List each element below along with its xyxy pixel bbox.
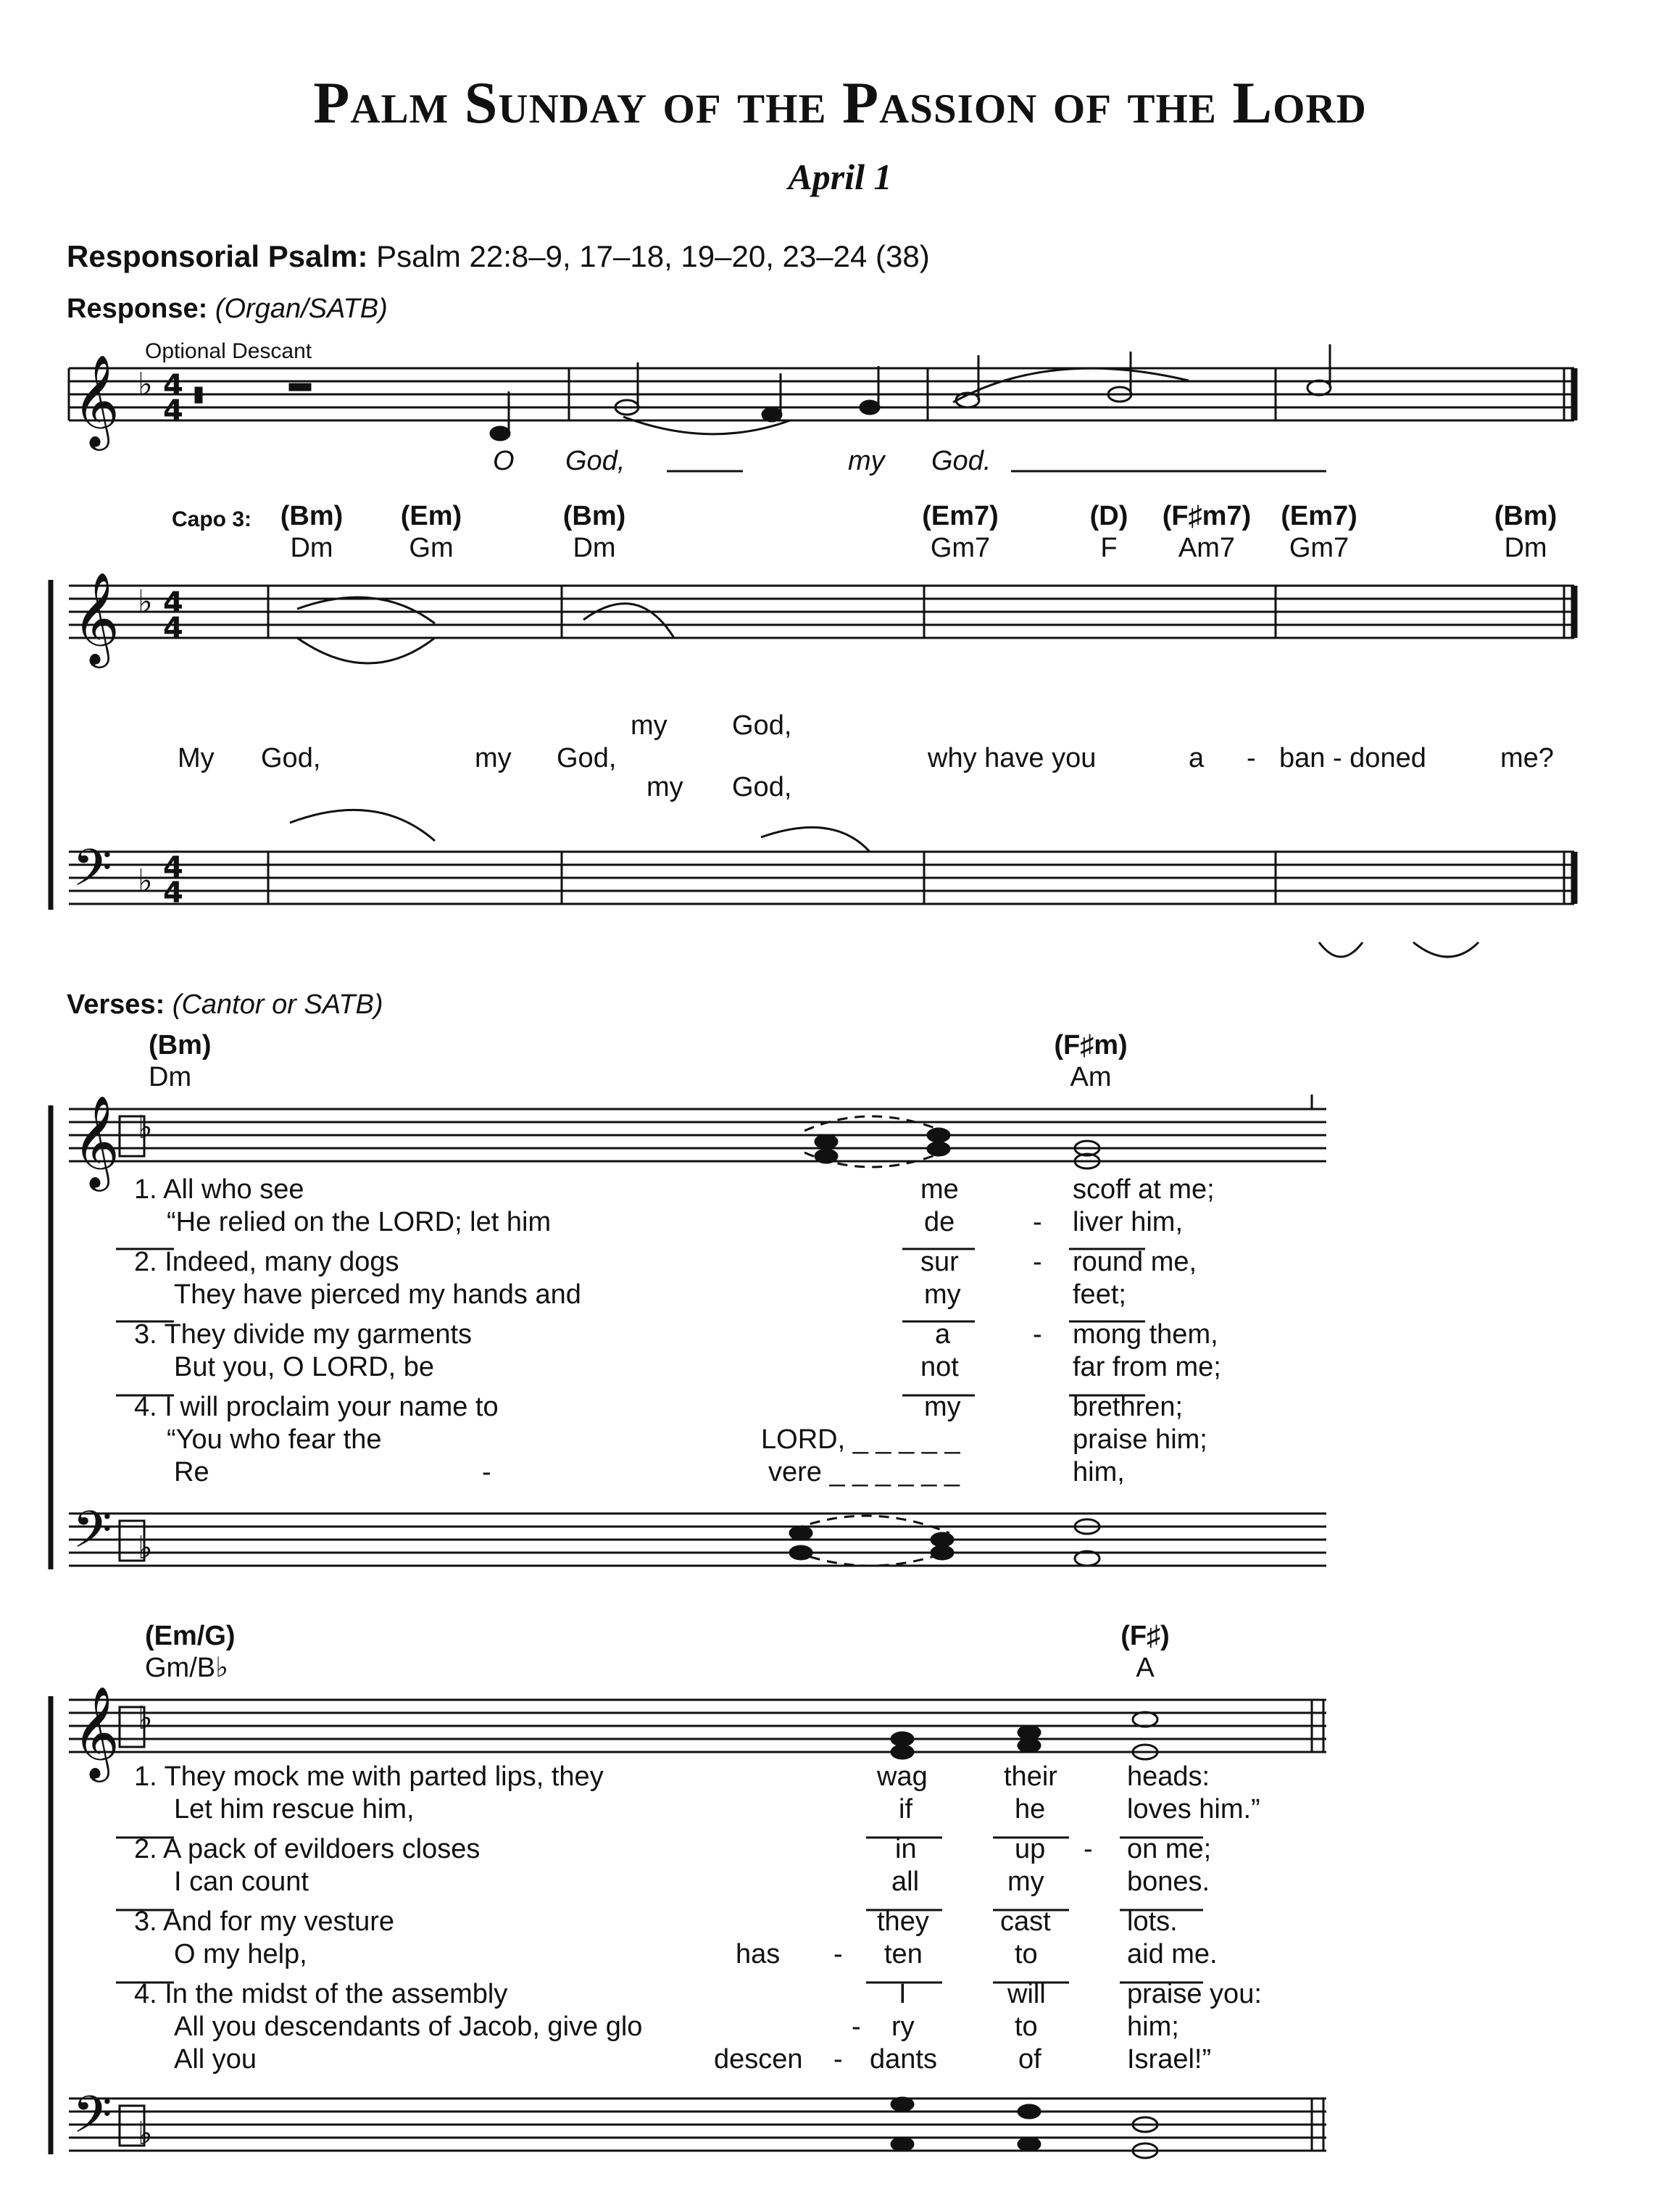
verse-syllable: de: [924, 1207, 955, 1237]
verse-line: 1. They mock me with parted lips, they: [134, 1761, 604, 1792]
flat-icon: ♭: [138, 2115, 153, 2152]
verse-line: Re: [174, 1457, 209, 1487]
lyric-lower: God,: [732, 772, 792, 802]
verse-line: “You who fear the: [167, 1424, 382, 1455]
verse-syllable: -: [833, 2044, 843, 2075]
verse-syllable: bones.: [1127, 1867, 1210, 1897]
lyric-main: ban - doned: [1279, 743, 1426, 773]
chord-symbol: (F♯m) Am: [1054, 1030, 1128, 1092]
verse-line: 1. All who see: [134, 1174, 304, 1205]
verse-syllable: he: [1015, 1794, 1046, 1824]
verse-syllable: not: [920, 1352, 959, 1382]
lyric-upper: my: [631, 710, 668, 741]
lyric-main: -: [1247, 743, 1256, 773]
verse-syllable: him,: [1073, 1457, 1125, 1487]
page-date: April 1: [788, 157, 892, 197]
verse-line: 2. Indeed, many dogs: [134, 1247, 399, 1277]
lyric-upper: God,: [732, 710, 792, 741]
descant-lyric: O: [493, 446, 515, 476]
chord-symbol: (Em/G) Gm/B♭: [145, 1621, 236, 1683]
verse-syllable: heads:: [1127, 1761, 1210, 1792]
verse-syllable: on me;: [1127, 1834, 1212, 1864]
chord-symbol: (F♯m7) Am7: [1162, 501, 1252, 563]
lyric-main: God,: [261, 743, 321, 773]
svg-text:4: 4: [163, 876, 183, 910]
chord-symbol: (Bm) Dm: [149, 1030, 212, 1092]
flat-icon: ♭: [138, 1109, 153, 1146]
verse-line: But you, O LORD, be: [174, 1352, 435, 1382]
verse-syllable: has: [736, 1939, 781, 1969]
verse-syllable: -: [1084, 1834, 1093, 1864]
verse-syllable: -: [1033, 1247, 1042, 1277]
verses-label: Verses:: [67, 989, 165, 1020]
lyric-main: God,: [557, 743, 617, 773]
verse-syllable: -: [852, 2012, 861, 2042]
verse-syllable: lots.: [1127, 1906, 1178, 1937]
treble-clef-icon: 𝄞: [72, 1685, 120, 1778]
verse-syllable: to: [1015, 2012, 1038, 2042]
verse-syllable: LORD, _ _ _ _ _: [761, 1424, 960, 1455]
capo-label: Capo 3:: [172, 507, 252, 531]
verse-syllable: I: [899, 1979, 907, 2009]
verse-syllable: vere _ _ _ _ _ _: [768, 1457, 960, 1487]
verse-syllable: wag: [877, 1761, 928, 1792]
verse-line: All you: [174, 2044, 257, 2075]
verse-syllable: descen: [714, 2044, 803, 2075]
chord-symbol: (Em) Gm: [400, 501, 462, 563]
svg-text:4: 4: [163, 586, 183, 620]
verse-syllable: my: [924, 1392, 961, 1422]
verse-line: I can count: [174, 1867, 309, 1897]
flat-icon: ♭: [138, 584, 153, 620]
verse-line: All you descendants of Jacob, give glo: [174, 2012, 643, 2042]
verse-syllable: will: [1007, 1979, 1046, 2009]
chord-symbol: (Bm) Dm: [562, 501, 626, 563]
treble-clef-icon: 𝄞: [72, 1095, 120, 1187]
verse-line: O my help,: [174, 1939, 307, 1969]
chord-symbol: (D) F: [1089, 501, 1128, 563]
verse-syllable: cast: [1000, 1906, 1051, 1937]
chord-symbol: (F♯) A: [1120, 1621, 1170, 1683]
verse-syllable: dants: [870, 2044, 937, 2075]
verse-syllable: loves him.”: [1127, 1794, 1260, 1824]
psalm-reference: Psalm 22:8–9, 17–18, 19–20, 23–24 (38): [376, 239, 930, 273]
svg-text:4: 4: [163, 851, 183, 884]
verse-syllable: scoff at me;: [1073, 1174, 1215, 1205]
response-treble-staff: [69, 586, 1574, 663]
chord-symbol: (Em7) Gm7: [1281, 501, 1357, 563]
chord-symbol: (Bm) Dm: [280, 501, 344, 563]
descant-lyric: God.: [931, 446, 991, 476]
verse-syllable: Israel!”: [1127, 2044, 1212, 2075]
descant-lyric: my: [848, 446, 885, 476]
psalm-label: Responsorial Psalm:: [67, 239, 368, 273]
verse-syllable: -: [1033, 1207, 1042, 1237]
lyric-main: me?: [1500, 743, 1554, 773]
verse-syllable: in: [895, 1834, 917, 1864]
verse-syllable: feet;: [1073, 1279, 1126, 1310]
descant-label: Optional Descant: [145, 339, 312, 363]
chord-symbol: (Em7) Gm7: [922, 501, 999, 563]
page-title: Palm Sunday of the Passion of the Lord: [313, 70, 1367, 136]
response-label: Response:: [67, 294, 208, 324]
verse-syllable: aid me.: [1127, 1939, 1218, 1969]
verse-syllable: -: [1033, 1319, 1042, 1350]
verse-syllable: up: [1015, 1834, 1046, 1864]
verse-line: They have pierced my hands and: [174, 1279, 581, 1310]
lyric-main: my: [475, 743, 512, 773]
verse-syllable: to: [1015, 1939, 1038, 1969]
verse-syllable: round me,: [1073, 1247, 1197, 1277]
flat-icon: ♭: [138, 1529, 153, 1566]
verse-syllable: -: [833, 1939, 843, 1969]
bass-clef-icon: 𝄢: [72, 1500, 112, 1572]
verse-syllable: their: [1004, 1761, 1057, 1792]
lyric-lower: my: [646, 772, 683, 802]
verse-syllable: of: [1018, 2044, 1041, 2075]
svg-text:4: 4: [163, 394, 183, 428]
treble-clef-icon: 𝄞: [72, 571, 120, 664]
verse-syllable: far from me;: [1073, 1352, 1221, 1382]
verse-syllable: my: [1007, 1867, 1044, 1897]
verse-syllable: they: [877, 1906, 929, 1937]
lyric-main: My: [178, 743, 215, 773]
descant-lyric: God,: [565, 446, 625, 476]
verse-syllable: liver him,: [1073, 1207, 1184, 1237]
verses-heading: [67, 989, 383, 1021]
flat-icon: ♭: [138, 1700, 153, 1737]
svg-text:4: 4: [163, 612, 183, 645]
verse-syllable: praise you:: [1127, 1979, 1262, 2009]
verse-syllable: praise him;: [1073, 1424, 1207, 1455]
svg-text:4: 4: [163, 369, 183, 402]
verse-syllable: if: [899, 1794, 912, 1824]
verse-line: 4. In the midst of the assembly: [134, 1979, 508, 2009]
lyric-main: why have you: [928, 743, 1097, 773]
bass-clef-icon: 𝄢: [72, 2085, 112, 2157]
verse-syllable: a: [935, 1319, 951, 1350]
verse-syllable: sur: [920, 1247, 959, 1277]
verse-syllable: ry: [891, 2012, 915, 2042]
response-scoring: (Organ/SATB): [215, 294, 388, 324]
chord-symbol: (Bm) Dm: [1494, 501, 1558, 563]
verse-syllable: him;: [1127, 2012, 1179, 2042]
verse-line: 4. I will proclaim your name to: [134, 1392, 499, 1422]
verse-syllable: -: [482, 1457, 491, 1487]
verse-syllable: my: [924, 1279, 961, 1310]
lyric-main: a: [1189, 743, 1205, 773]
verse-syllable: brethren;: [1073, 1392, 1184, 1422]
verse-syllable: me: [920, 1174, 959, 1205]
verse-syllable: ten: [884, 1939, 923, 1969]
flat-icon: ♭: [138, 366, 153, 403]
verse-line: 3. And for my vesture: [134, 1906, 395, 1937]
verse-line: Let him rescue him,: [174, 1794, 415, 1824]
verse-syllable: mong them,: [1073, 1319, 1218, 1350]
verse-line: 2. A pack of evildoers closes: [134, 1834, 481, 1864]
verse-syllable: all: [891, 1867, 920, 1897]
verses-scoring: (Cantor or SATB): [172, 989, 383, 1020]
treble-clef-icon: 𝄞: [72, 354, 120, 447]
verse-line: 3. They divide my garments: [134, 1319, 473, 1350]
bass-clef-icon: 𝄢: [72, 839, 112, 910]
flat-icon: ♭: [138, 863, 153, 900]
verse-line: “He relied on the LORD; let him: [167, 1207, 552, 1237]
